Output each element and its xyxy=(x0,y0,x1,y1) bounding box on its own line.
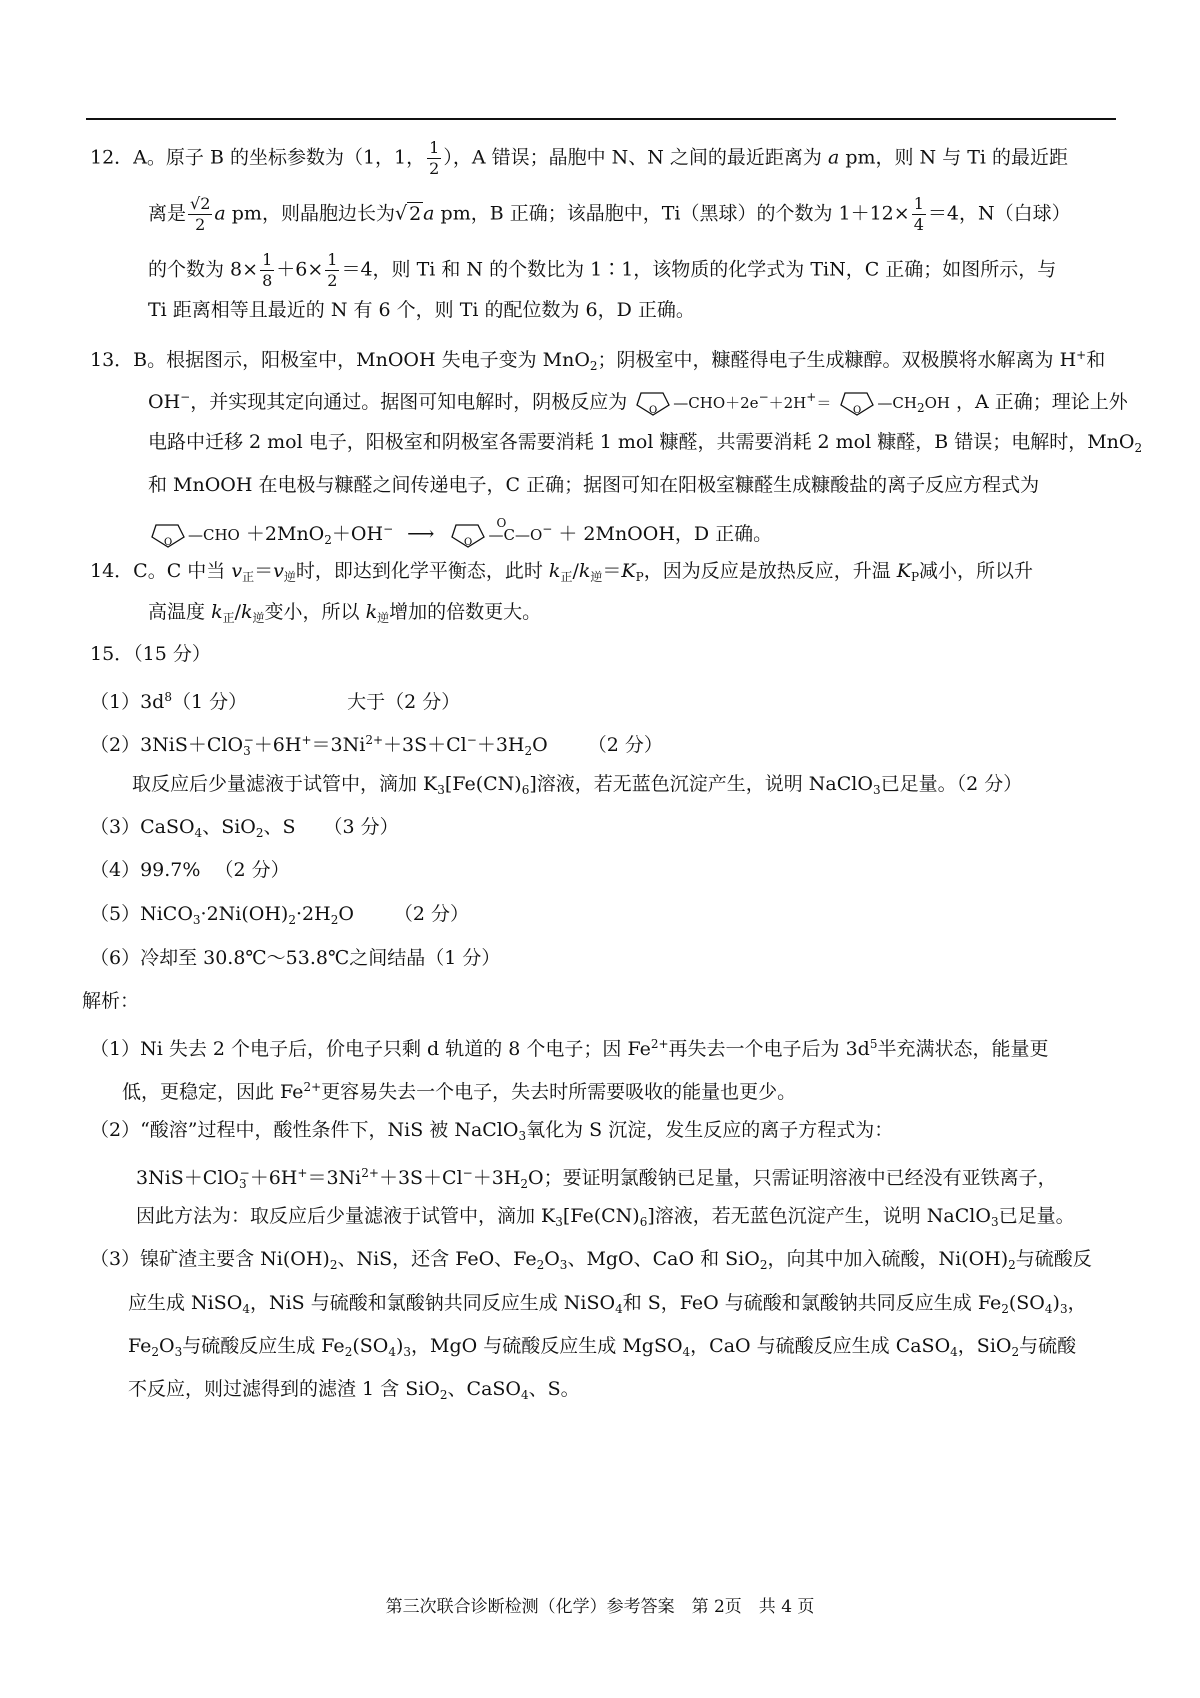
analysis-2-line-3: 因此方法为：取反应后少量滤液于试管中，滴加 $K_3[Fe(CN)_6]$溶液，若无蓝色沉淀产生，说明 NaClO$_3$已足量。 xyxy=(136,1205,1075,1229)
analysis-3-line-2: 应生成 NiSO$_4$，NiS 与硫酸和氯酸钠共同反应生成 NiSO$_4$和 S，FeO 与硫酸和氯酸钠共同反应生成 $Fe_2(SO_4)_3$， xyxy=(128,1292,1087,1316)
q15-answer-1: $(1)3d^8(1$ 分） 大于（2 分） xyxy=(90,690,461,713)
analysis-heading: 解析： xyxy=(82,990,140,1012)
q15-answer-5: $(5)NiCO_3\cdot 2Ni(OH)_2\cdot 2H_2O$ （2 分） xyxy=(90,903,470,927)
furan-ring-icon xyxy=(633,389,673,417)
analysis-1-line-1: （1）Ni 失去 2 个电子后，价电子只剩 d 轨道的 8 个电子；因 $Fe^{2+}$再失去一个电子后为 $3d^5$半充满状态，能量更 xyxy=(90,1037,1049,1060)
furan-ring-icon xyxy=(148,521,188,549)
fraction: $\frac{1}{4}$ xyxy=(913,194,924,234)
q15-heading: 15．（15 分） xyxy=(90,643,211,665)
analysis-2-line-1: （2）“酸溶”过程中，酸性条件下，NiS 被 NaClO$_3$氧化为 S 沉淀，发生反应的离子方程式为： xyxy=(90,1119,894,1143)
q15-answer-3: （3）CaSO$_4$、SiO$_2$、S （3 分） xyxy=(90,816,399,840)
q12-line-2: 离是 $\frac{√2}{2}$ a pm，则晶胞边长为√ 2 a pm，B 正确；该晶胞中，Ti（黑球）的个数为 1＋12× $\frac{1}{4}$ ＝4，N（白球） xyxy=(148,194,1071,234)
furan-ring-icon xyxy=(837,389,877,417)
q13-line-1: 13．B。根据图示，阳极室中，MnOOH 失电子变为 MnO$_2$；阴极室中，糠醛得电子生成糠醇。双极膜将水解离为 H+和 xyxy=(90,348,1106,373)
svg-text:O: O xyxy=(464,537,473,548)
q15-answer-2: $(2)3NiS+ClO_3^-+6H^+=3Ni^{2+}+3S+Cl^-+3H_2O$ （2 分） xyxy=(90,733,663,758)
q13-line-4: 和 MnOOH 在电极与糠醛之间传递电子，C 正确；据图可知在阳极室糠醛生成糠酸盐的离子反应方程式为 xyxy=(148,474,1040,496)
q15-answer-2-method: 取反应后少量滤液于试管中，滴加 $K_3[Fe(CN)_6]$溶液，若无蓝色沉淀产生，说明 NaClO$_3$已足量。（2 分） xyxy=(132,773,1023,797)
analysis-3-line-1: （3）镍矿渣主要含 $Ni(OH)_2$、NiS，还含 FeO、$Fe_2O_3$、MgO、CaO 和 SiO$_2$，向其中加入硫酸，$Ni(OH)_2$与硫酸反 xyxy=(90,1248,1092,1272)
analysis-3-line-3: $Fe_2O_3$与硫酸反应生成 $Fe_2(SO_4)_3$，MgO 与硫酸反应生成 MgSO$_4$，CaO 与硫酸反应生成 CaSO$_4$，SiO$_2$与硫酸 xyxy=(128,1335,1077,1359)
q13-line-2: OH−，并实现其定向通过。据图可知电解时，阴极反应为 O —CHO＋2e−＋2H+＝ O $—CH_2OH$ ，A 正确；理论上外 xyxy=(148,390,1128,416)
q13-line-5: O —CHO ＋2MnO$_2$＋OH− ⟶ O O —C—O− ＋ 2MnOOH，D 正确。 xyxy=(148,516,772,553)
analysis-1-line-2: 低，更稳定，因此 $Fe^{2+}$更容易失去一个电子，失去时所需要吸收的能量也更少。 xyxy=(122,1080,797,1103)
svg-text:O: O xyxy=(164,537,173,548)
furan-ring-icon xyxy=(448,521,488,549)
q12-line-1: 12．A。原子 B 的坐标参数为（1，1， $\frac{1}{2}$ ），A 错误；晶胞中 N、N 之间的最近距离为 a pm，则 N 与 Ti 的最近距 xyxy=(90,138,1069,178)
svg-text:O: O xyxy=(649,405,658,416)
fraction: $\frac{1}{2}$ xyxy=(429,138,440,178)
q12-line-4: Ti 距离相等且最近的 N 有 6 个，则 Ti 的配位数为 6，D 正确。 xyxy=(148,299,695,321)
svg-text:O: O xyxy=(853,405,862,416)
fraction: $\frac{1}{8}$ xyxy=(262,250,273,290)
q15-answer-4: （4）99.7% （2 分） xyxy=(90,859,290,881)
q13-line-3: 电路中迁移 2 mol 电子，阳极室和阴极室各需要消耗 1 mol 糠醛，共需要消耗 2 mol 糠醛，B 错误；电解时，MnO$_2$ xyxy=(148,431,1143,455)
top-rule xyxy=(86,118,1116,120)
fraction: $\frac{√2}{2}$ xyxy=(190,194,211,234)
fraction: $\frac{1}{2}$ xyxy=(327,250,338,290)
q15-answer-6: （6）冷却至 30.8℃～53.8℃之间结晶（1 分） xyxy=(90,947,501,969)
page-footer: 第三次联合诊断检测（化学）参考答案 第 2页 共 4 页 xyxy=(385,1597,815,1617)
analysis-2-line-2: $3NiS+ClO_3^-+6H^+=3Ni^{2+}+3S+Cl^-+3H_2O$；要证明氯酸钠已足量，只需证明溶液中已经没有亚铁离子， xyxy=(136,1166,1057,1191)
q14-line-1: 14．C。C 中当 $v_正=v_逆$时，即达到化学平衡态，此时 $k_正/k_逆=K_P$，因为反应是放热反应，升温 $K_P$减小，所以升 xyxy=(90,560,1034,584)
q12-line-3: 的个数为 8× $\frac{1}{8}$ ＋6× $\frac{1}{2}$ ＝4，则 Ti 和 N 的个数比为 1∶1，该物质的化学式为 TiN，C 正确；如图所示，与 xyxy=(148,250,1057,290)
analysis-3-line-4: 不反应，则过滤得到的滤渣 1 含 SiO$_2$、CaSO$_4$、S。 xyxy=(128,1378,580,1402)
q14-line-2: 高温度 $k_正/k_逆$变小，所以 $k_逆$增加的倍数更大。 xyxy=(148,601,542,625)
